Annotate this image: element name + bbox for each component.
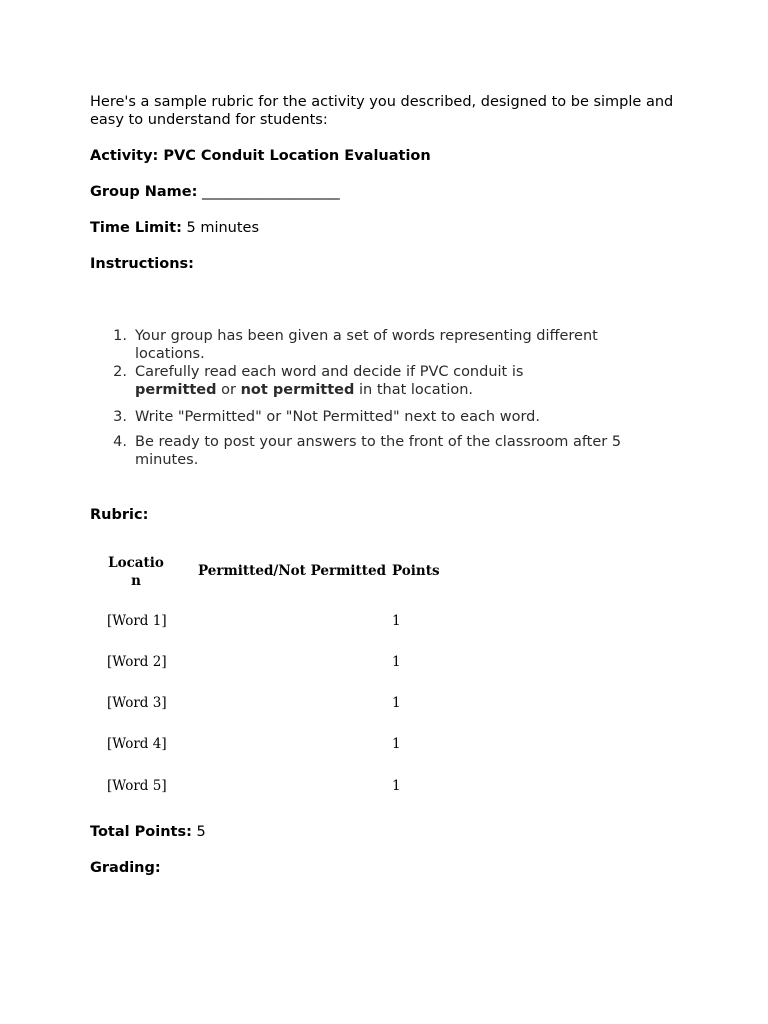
total-points-line bbox=[90, 823, 206, 841]
table-cell-points: 1 bbox=[392, 778, 401, 794]
group-name-blank: ___________________ bbox=[202, 184, 340, 200]
list-number: 1. bbox=[113, 328, 127, 344]
table-cell-points: 1 bbox=[392, 736, 401, 752]
total-points-value: 5 bbox=[196, 824, 206, 840]
time-limit-value: 5 minutes bbox=[186, 220, 260, 236]
instructions-heading: Instructions: bbox=[90, 256, 194, 272]
rubric-heading: Rubric: bbox=[90, 507, 149, 523]
table-cell-location: [Word 3] bbox=[107, 695, 167, 711]
list-number: 4. bbox=[113, 434, 127, 450]
permitted-emphasis: permitted bbox=[135, 382, 217, 398]
table-cell-location: [Word 5] bbox=[107, 778, 167, 794]
list-item-text: in that location. bbox=[354, 382, 474, 398]
list-number: 2. bbox=[113, 364, 127, 380]
intro-paragraph: Here's a sample rubric for the activity you described, designed to be simple and easy to understand for students: bbox=[90, 94, 674, 128]
list-item-text: or bbox=[216, 382, 241, 398]
activity-title: Activity: PVC Conduit Location Evaluation bbox=[90, 148, 431, 164]
table-cell-location: [Word 1] bbox=[107, 613, 167, 629]
table-cell-points: 1 bbox=[392, 613, 401, 629]
list-item: Be ready to post your answers to the front of the classroom after 5 minutes. bbox=[135, 434, 622, 468]
group-name-line bbox=[90, 183, 340, 201]
list-item bbox=[135, 363, 535, 399]
table-header-points: Points bbox=[392, 563, 440, 579]
list-item-text: Carefully read each word and decide if PVC conduit is bbox=[135, 364, 524, 380]
list-item: Your group has been given a set of words representing different locations. bbox=[135, 328, 598, 362]
list-number: 3. bbox=[113, 409, 127, 425]
time-limit-line bbox=[90, 219, 259, 237]
grading-heading: Grading: bbox=[90, 860, 161, 876]
table-cell-points: 1 bbox=[392, 695, 401, 711]
not-permitted-emphasis: not permitted bbox=[240, 382, 355, 398]
total-points-label: Total Points: bbox=[90, 824, 192, 840]
table-cell-points: 1 bbox=[392, 654, 401, 670]
group-name-label: Group Name: bbox=[90, 184, 198, 200]
list-item: Write "Permitted" or "Not Permitted" next to each word. bbox=[135, 409, 540, 425]
table-header-location: Locatio n bbox=[108, 555, 164, 589]
time-limit-label: Time Limit: bbox=[90, 220, 182, 236]
table-cell-location: [Word 4] bbox=[107, 736, 167, 752]
table-cell-location: [Word 2] bbox=[107, 654, 167, 670]
table-header-permitted: Permitted/Not Permitted bbox=[198, 563, 387, 579]
